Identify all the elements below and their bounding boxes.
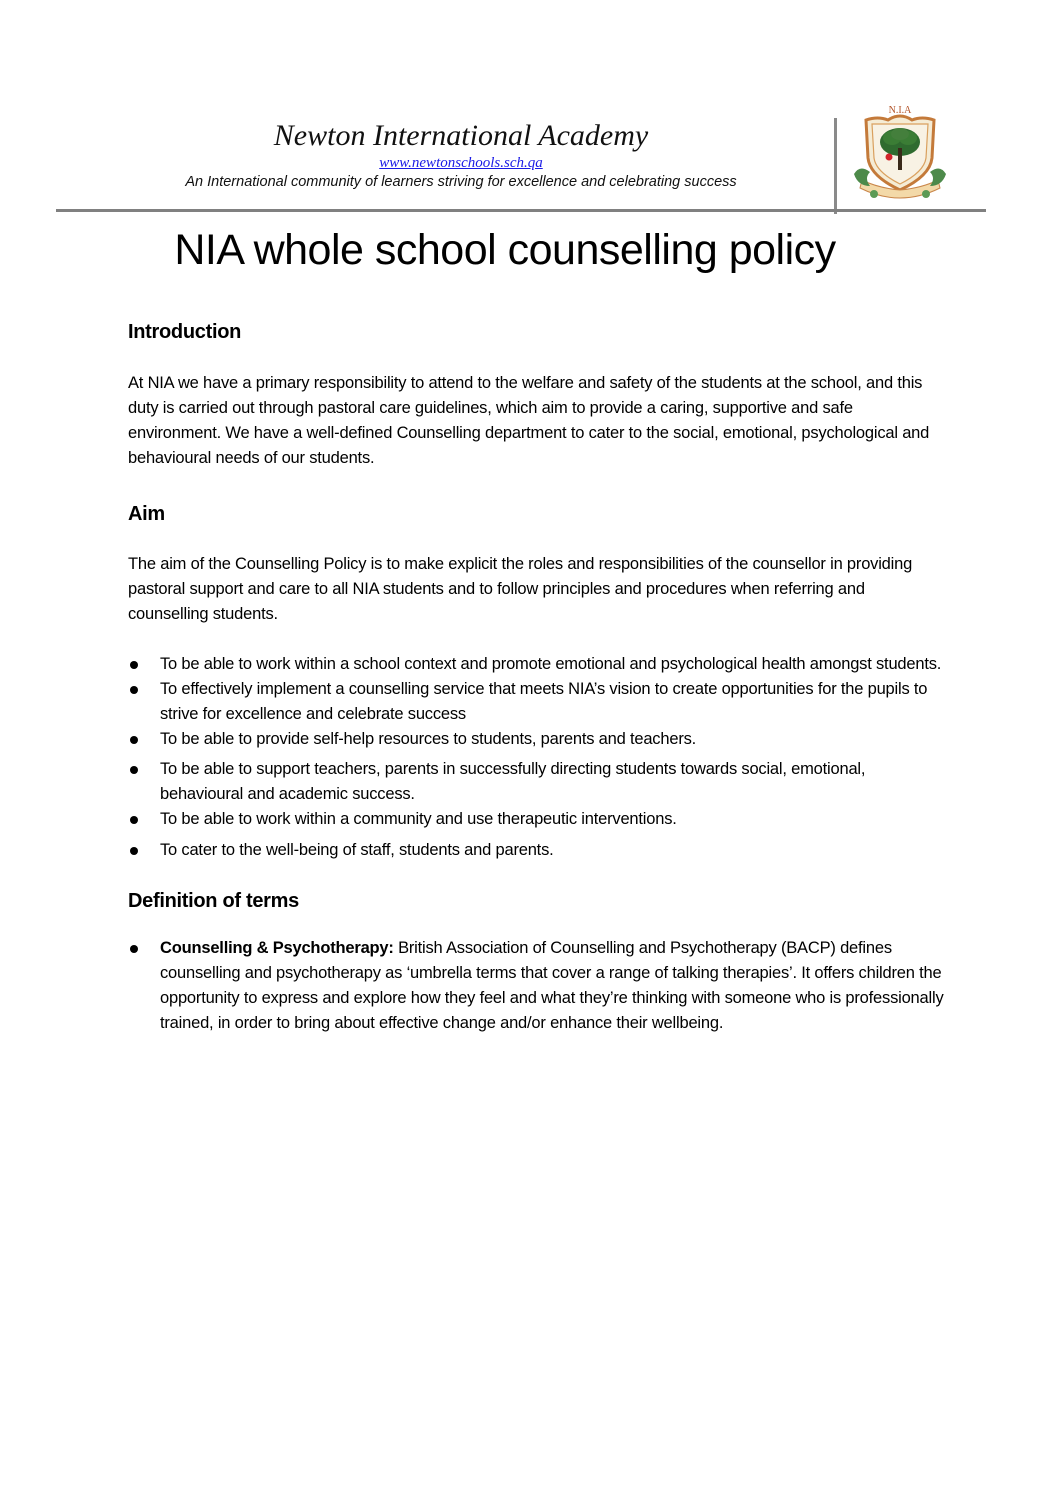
definition-text: British Association of Counselling and Psychotherapy (BACP) defines counselling and psychotherapy as ‘umbrella terms that cover a range of talking therapies’. It offers children the opportunity to express and explore how they feel and what they’re thinking with someone who is professionally trained, in order to bring about effective change and/or enhance their wellbeing. [160,939,944,1032]
header-horizontal-divider [56,209,986,212]
header-vertical-divider [834,118,837,214]
list-item: To effectively implement a counselling service that meets NIA’s vision to create opportunities for the pupils to strive for excellence and celebrate success [128,677,948,727]
bullet-icon [130,661,138,669]
document-body [128,316,948,1036]
list-item: To be able to support teachers, parents in successfully directing students towards social, emotional, behavioural and academic success. [128,757,948,807]
document-title: NIA whole school counselling policy [174,226,836,274]
bullet-icon [130,847,138,855]
section-definitions [128,885,948,1036]
bullet-icon [130,686,138,694]
aim-heading: Aim [128,503,165,525]
section-aim [128,498,948,863]
list-item: To be able to work within a community and use therapeutic interventions. [128,807,948,832]
school-website-link[interactable]: www.newtonschools.sch.qa [379,155,543,171]
letterhead [56,118,836,192]
aim-bullet-list [128,652,948,863]
bullet-icon [130,945,138,953]
school-crest-logo-icon [848,102,952,206]
school-motto: An International community of learners striving for excellence and celebrating success [185,174,737,190]
crest-label: N.I.A [888,105,912,116]
list-item: To be able to work within a school context and promote emotional and psychological health amongst students. [128,652,948,677]
introduction-heading: Introduction [128,321,242,343]
section-introduction [128,316,948,471]
bullet-icon [130,736,138,744]
bullet-icon [130,816,138,824]
definitions-heading: Definition of terms [128,890,299,912]
list-item: To cater to the well-being of staff, students and parents. [128,838,948,863]
school-name: Newton International Academy [273,119,649,152]
list-item: To be able to provide self-help resources to students, parents and teachers. [128,727,948,752]
definition-item [128,936,948,1036]
definition-term: Counselling & Psychotherapy: [160,939,394,957]
definitions-list [128,936,948,1036]
aim-paragraph: The aim of the Counselling Policy is to make explicit the roles and responsibilities of the counsellor in providing pastoral support and care to all NIA students and to follow principles and procedures when referring and counselling students. [128,555,913,623]
bullet-icon [130,766,138,774]
introduction-paragraph: At NIA we have a primary responsibility to attend to the welfare and safety of the students at the school, and this duty is carried out through pastoral care guidelines, which aim to provide a caring, supportive and safe environment. We have a well-defined Counselling department to cater to the social, emotional, psychological and behavioural needs of our students. [128,374,930,467]
